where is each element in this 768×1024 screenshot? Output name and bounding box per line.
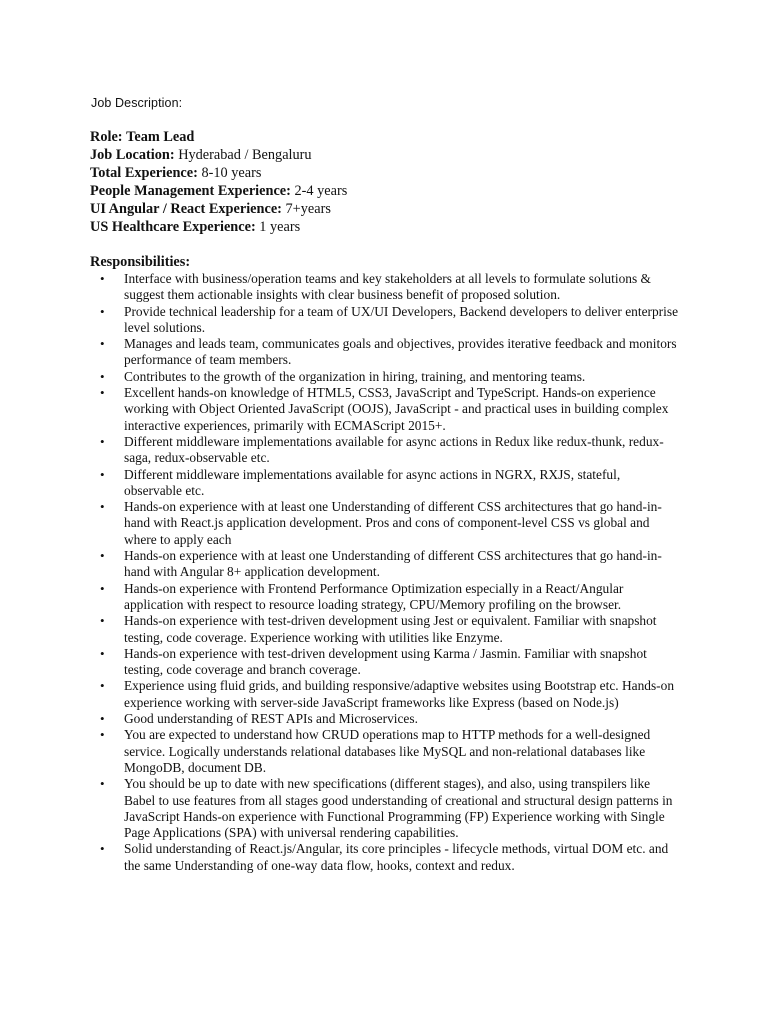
meta-label: US Healthcare Experience: (90, 219, 256, 235)
list-item: • Different middleware implementations available for async actions in Redux like redux-thunk, redux-saga, redux-observable etc. (90, 434, 678, 467)
list-item: • Excellent hands-on knowledge of HTML5, CSS3, JavaScript and TypeScript. Hands-on experience working with Object Oriented JavaScript (OOJS), JavaScript - and practical uses in building complex interactive experiences, primarily with ECMAScript 2015+. (90, 385, 678, 434)
list-item: • Hands-on experience with test-driven development using Jest or equivalent. Familiar with snapshot testing, code coverage. Experience working with utilities like Enzyme. (90, 613, 678, 646)
list-item: • Hands-on experience with at least one Understanding of different CSS architectures that go hand-in-hand with Angular 8+ application development. (90, 548, 678, 581)
meta-healthcare-experience (90, 218, 672, 236)
list-item: • Provide technical leadership for a team of UX/UI Developers, Backend developers to deliver enterprise level solutions. (90, 304, 678, 337)
meta-value: 7+years (285, 201, 331, 217)
meta-label: Role: (90, 129, 123, 145)
meta-label: Total Experience: (90, 165, 198, 181)
meta-total-experience (90, 164, 672, 182)
responsibilities-list (90, 271, 679, 874)
list-item: • Solid understanding of React.js/Angular, its core principles - lifecycle methods, virtual DOM etc. and the same Understanding of one-way data flow, hooks, context and redux. (90, 841, 678, 874)
list-item: • Hands-on experience with Frontend Performance Optimization especially in a React/Angular application with respect to resource loading strategy, CPU/Memory profiling on the browser. (90, 581, 678, 614)
list-item: • Hands-on experience with at least one Understanding of different CSS architectures that go hand-in-hand with React.js application development. Pros and cons of component-level CSS vs global and where to apply each (90, 499, 678, 548)
meta-label: Job Location: (90, 147, 175, 163)
list-item: • Interface with business/operation teams and key stakeholders at all levels to formulate solutions & suggest them actionable insights with clear business benefit of proposed solution. (90, 271, 678, 304)
meta-value: 8-10 years (201, 165, 262, 181)
list-item: • Experience using fluid grids, and building responsive/adaptive websites using Bootstrap etc. Hands-on experience working with server-side JavaScript frameworks like Express (based on Node.js) (90, 678, 678, 711)
meta-value: Team Lead (126, 129, 195, 145)
meta-ui-experience (90, 200, 672, 218)
meta-people-management (90, 182, 672, 200)
list-item: • Hands-on experience with test-driven development using Karma / Jasmin. Familiar with snapshot testing, code coverage and branch coverage. (90, 646, 678, 679)
job-meta (90, 128, 672, 236)
list-item: • Different middleware implementations available for async actions in NGRX, RXJS, stateful, observable etc. (90, 467, 678, 500)
list-item: • Contributes to the growth of the organization in hiring, training, and mentoring teams. (90, 369, 678, 385)
meta-label: UI Angular / React Experience: (90, 201, 282, 217)
meta-label: People Management Experience: (90, 183, 291, 199)
meta-role (90, 128, 672, 146)
list-item: • You should be up to date with new specifications (different stages), and also, using transpilers like Babel to use features from all stages good understanding of creational and structural design patterns in JavaScript Hands-on experience with Functional Programming (FP) Experience working with Single Page Applications (SPA) with universal rendering capabilities. (90, 776, 678, 841)
list-item: • Good understanding of REST APIs and Microservices. (90, 711, 678, 727)
meta-location (90, 146, 672, 164)
document-heading: Job Description: (91, 96, 183, 110)
meta-value: 2-4 years (294, 183, 348, 199)
responsibilities-title: Responsibilities: (90, 254, 191, 270)
list-item: • Manages and leads team, communicates goals and objectives, provides iterative feedback and monitors performance of team members. (90, 336, 678, 369)
list-item: • You are expected to understand how CRUD operations map to HTTP methods for a well-designed service. Logically understands relational databases like MySQL and non-relational databases like MongoDB, document DB. (90, 727, 678, 776)
meta-value: 1 years (259, 219, 301, 235)
meta-value: Hyderabad / Bengaluru (178, 147, 312, 163)
